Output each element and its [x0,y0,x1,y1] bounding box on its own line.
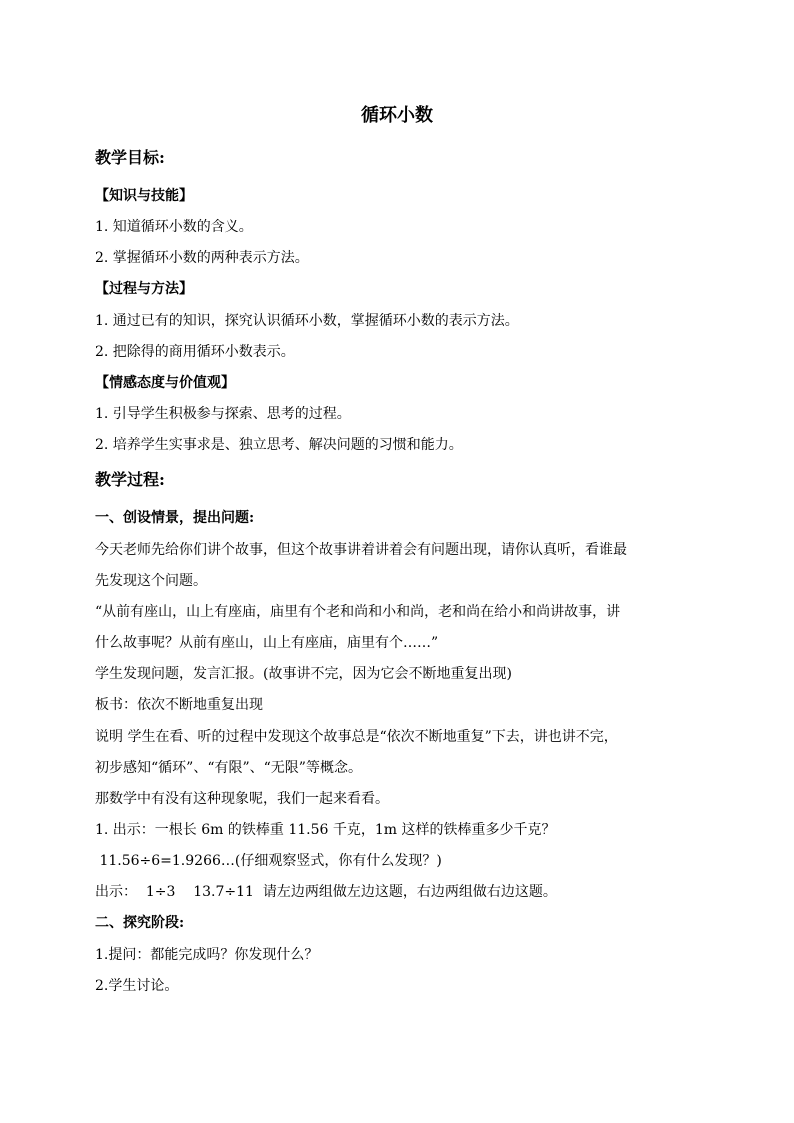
paragraph-6: 那数学中有没有这种现象呢，我们一起来看看。 [95,791,389,807]
section1-heading: 一、创设情景，提出问题: [95,510,255,526]
emotion-heading: 【情感态度与价值观】 [95,375,235,391]
paragraph-7: 1. 出示：一根长 6m 的铁棒重 11.56 千克，1m 这样的铁棒重多少千克？ [95,822,556,838]
paragraph-10: 1.提问：都能完成吗？你发现什么？ [95,947,319,963]
emotion-item-2: 2. 培养学生实事求是、独立思考、解决问题的习惯和能力。 [95,437,463,453]
paragraph-2-line-1: “从前有座山，山上有座庙，庙里有个老和尚和小和尚，老和尚在给小和尚讲故事，讲 [95,604,621,620]
process-heading: 【过程与方法】 [95,281,193,297]
paragraph-5-line-2: 初步感知“循环”、“有限”、“无限”等概念。 [95,760,362,776]
paragraph-3: 学生发现问题，发言汇报。(故事讲不完，因为它会不断地重复出现) [95,666,512,682]
teaching-heading: 教学过程: [95,470,165,489]
paragraph-4: 板书：依次不断地重复出现 [95,697,263,713]
paragraph-9: 出示： 1÷3 13.7÷11 请左边两组做左边这题，右边两组做右边这题。 [95,884,557,900]
paragraph-5-line-1: 说明 学生在看、听的过程中发现这个故事总是“依次不断地重复”下去，讲也讲不完， [95,729,618,745]
knowledge-item-1: 1. 知道循环小数的含义。 [95,219,253,235]
paragraph-1-line-1: 今天老师先给你们讲个故事，但这个故事讲着讲着会有问题出现，请你认真听，看谁最 [95,542,627,558]
knowledge-item-2: 2. 掌握循环小数的两种表示方法。 [95,250,309,266]
paragraph-11: 2.学生讨论。 [95,978,179,994]
page-title: 循环小数 [361,105,433,126]
process-item-1: 1. 通过已有的知识，探究认识循环小数，掌握循环小数的表示方法。 [95,313,519,329]
emotion-item-1: 1. 引导学生积极参与探索、思考的过程。 [95,406,351,422]
process-item-2: 2. 把除得的商用循环小数表示。 [95,344,295,360]
knowledge-heading: 【知识与技能】 [95,188,193,204]
goals-heading: 教学目标: [95,148,165,167]
paragraph-1-line-2: 先发现这个问题。 [95,573,207,589]
paragraph-2-line-2: 什么故事呢？从前有座山，山上有座庙，庙里有个……” [95,635,439,651]
paragraph-8: 11.56÷6=1.9266…(仔细观察竖式，你有什么发现？) [95,853,442,869]
section2-heading: 二、探究阶段: [95,915,185,931]
